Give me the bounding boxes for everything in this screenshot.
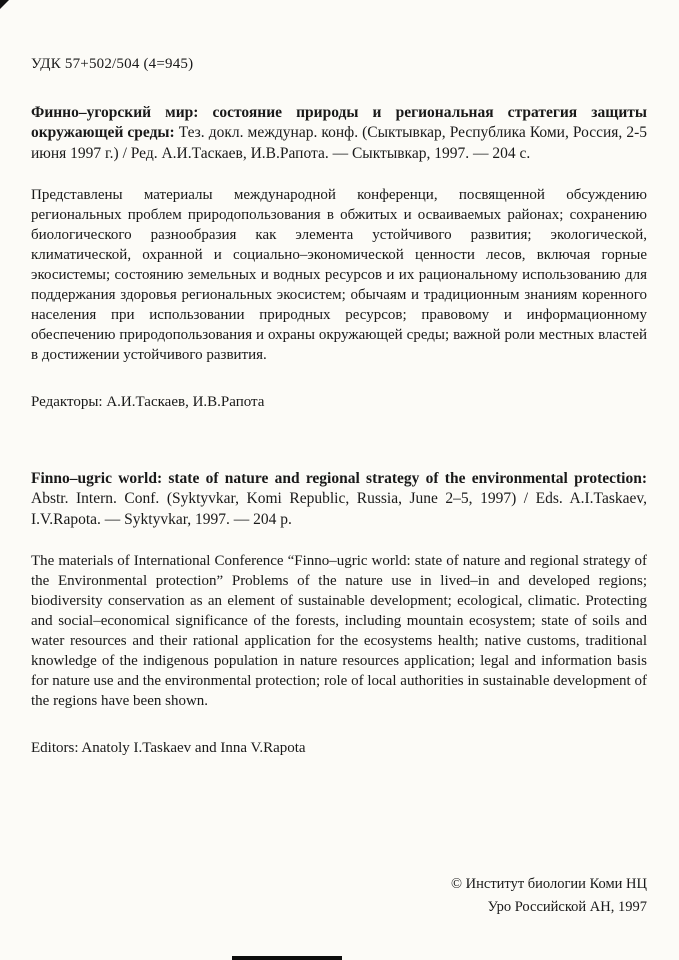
section-divider-space bbox=[31, 411, 647, 469]
en-bibliographic-title bbox=[31, 469, 647, 530]
ru-abstract: Представлены материалы международной конференци, посвященной обсуждению региональных проблем природопользования в обжитых и осваиваемых районах; сохранению биологического разнообразия как элемента устойчивого развития; экологической, климатической, охранной и социально–экономической ценности лесов, включая горные экосистемы; состоянию земельных и водных ресурсов и их рациональному использованию для поддержания здоровья региональных экосистем; обычаям и традиционным знаниям коренного населения при использовании природных ресурсов; правовому и информационному обеспечению природопользования и охраны окружающей среды; важной роли местных властей в достижении устойчивого развития. bbox=[31, 187, 647, 363]
copyright-line-2: Уро Российской АН, 1997 bbox=[487, 898, 647, 915]
en-abstract: The materials of International Conference “Finno–ugric world: state of nature and regional strategy of the Environmental protection” Problems of the nature use in lived–in and developed regions; biodiversity conservation as an element of sustainable development; ecological, climatic. Protecting and social–economical significance of the forests, including mountain ecosystem; state of soils and water resources and their rational application for the ecosystems health; native customs, traditional knowledge of the indigenous population in nature resources application; legal and information basis for nature use and the environmental protection; role of local authorities in sustainable development of the regions have been shown. bbox=[31, 553, 647, 709]
copyright-notice bbox=[451, 873, 647, 918]
ru-editors: Редакторы: А.И.Таскаев, И.В.Рапота bbox=[31, 393, 265, 410]
ru-title-bold: Финно–угорский мир: состояние природы и региональная стратегия защиты окружающей среды: bbox=[31, 104, 647, 142]
ru-title-rest: Тез. докл. междунар. конф. (Сыктывкар, Республика Коми, Россия, 2-5 июня 1997 г.) / Ред. А.И.Таскаев, И.В.Рапота. — Сыктывкар, 1997. — 204 с. bbox=[31, 124, 647, 162]
en-title-bold: Finno–ugric world: state of nature and regional strategy of the environmental protection: bbox=[31, 469, 647, 487]
udc-number: УДК 57+502/504 (4=945) bbox=[31, 56, 194, 72]
ru-bibliographic-title bbox=[31, 103, 647, 164]
en-editors: Editors: Anatoly I.Taskaev and Inna V.Rapota bbox=[31, 739, 306, 756]
scan-artifact-corner bbox=[0, 0, 9, 9]
en-title-rest: Abstr. Intern. Conf. (Syktyvkar, Komi Republic, Russia, June 2–5, 1997) / Eds. A.I.Taskaev, I.V.Rapota. — Syktyvkar, 1997. — 204 p. bbox=[31, 490, 647, 528]
copyright-line-1: © Институт биологии Коми НЦ bbox=[451, 876, 647, 893]
scan-artifact-bottom-edge bbox=[232, 956, 342, 960]
